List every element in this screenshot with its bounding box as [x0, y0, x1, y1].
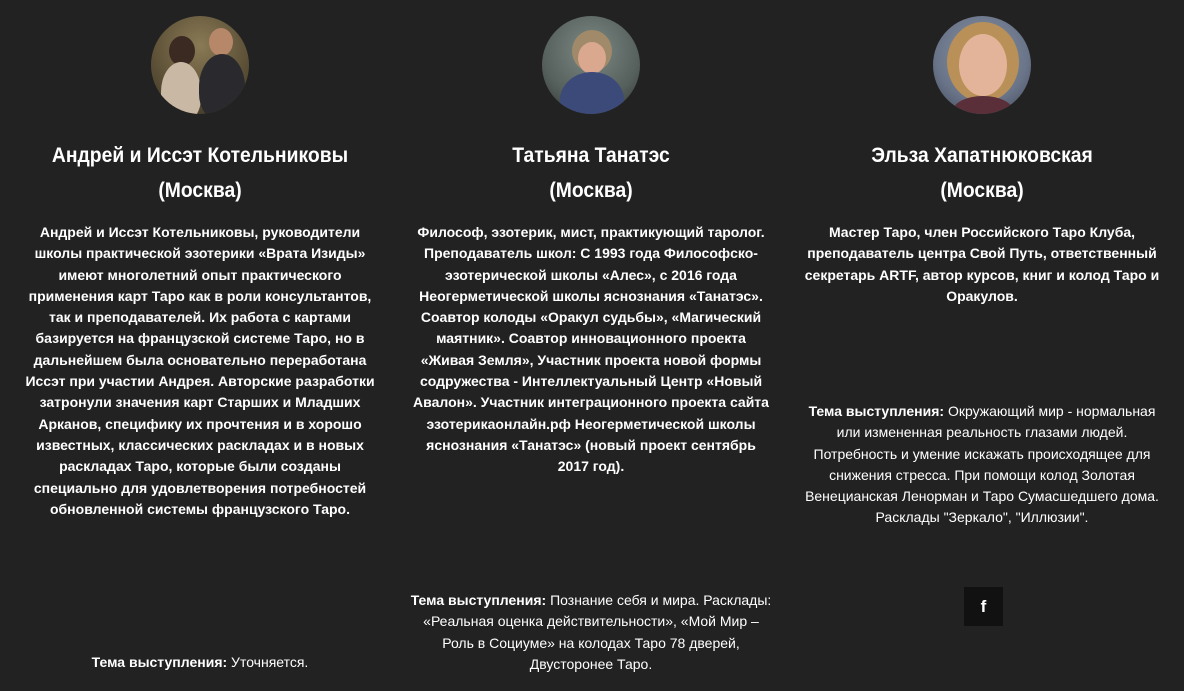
- speaker-bio: Мастер Таро, член Российского Таро Клуба, преподаватель центра Свой Путь, ответственный секретарь ARTF, автор курсов, книг и колод Таро и Оракулов.: [804, 224, 1160, 304]
- facebook-button[interactable]: [964, 587, 1003, 626]
- speaker-topic: [792, 401, 1172, 529]
- speaker-photo: [151, 16, 249, 114]
- speaker-name: Эльза Хапатнюковская (Москва): [871, 144, 1093, 202]
- topic-text: Окружающий мир - нормальная или измененная реальность глазами людей. Потребность и умение искажать происходящее для снижения стресса. При помощи колод Золотая Венецианская Ленорман и Таро Сумасшедшего дома. Расклады "Зеркало", "Иллюзии".: [805, 403, 1159, 526]
- topic-label: Тема выступления:: [808, 403, 945, 419]
- topic-label: Тема выступления:: [91, 654, 228, 670]
- speaker-bio: Философ, эзотерик, мист, практикующий таролог. Преподаватель школ: С 1993 года Философско-эзотерической школы «Алес», с 2016 года Неогерметической школы яснознания «Танатэс». Соавтор колоды «Оракул судьбы», «Магический маятник». Соавтор инновационного проекта «Живая Земля», Участник проекта новой формы содружества - Интеллектуальный Центр «Новый Авалон». Участник интеграционного проекта сайта эзотерикаонлайн.рф Неогерметической школы яснознания «Танатэс» (новый проект сентябрь 2017 год).: [413, 224, 769, 475]
- speaker-bio: Андрей и Иссэт Котельниковы, руководители школы практической эзотерики «Врата Изиды» имеют многолетний опыт практического применения карт Таро как в роли консультантов, так и преподавателей. Их работа с картами базируется на французской системе Таро, но в дальнейшем была основательно переработана Иссэт при участии Андрея. Авторские разработки затронули значения карт Старших и Младших Арканов, специфику их прочтения и в хорошо известных, классических раскладах и в новых раскладах Таро, которые были созданы специально для удовлетворения потребностей обновленной системы французского Таро.: [25, 224, 375, 517]
- speaker-photo: [933, 16, 1031, 114]
- facebook-icon: f: [980, 596, 987, 616]
- speaker-topic: [10, 652, 390, 673]
- topic-text: Познание себя и мира. Расклады: «Реальная оценка действительности», «Мой Мир – Роль в Социуме» на колодах Таро 78 дверей, Двусторонее Таро.: [423, 592, 772, 672]
- speaker-name: Андрей и Иссэт Котельниковы (Москва): [51, 144, 349, 202]
- speaker-card-3: [792, 0, 1172, 616]
- speaker-name: Татьяна Танатэс (Москва): [512, 144, 670, 202]
- speaker-card-1: [10, 0, 390, 670]
- speaker-card-2: [400, 0, 782, 672]
- topic-label: Тема выступления:: [410, 592, 547, 608]
- speaker-topic: [400, 590, 782, 675]
- speaker-photo: [542, 16, 640, 114]
- topic-text: Уточняется.: [227, 654, 309, 670]
